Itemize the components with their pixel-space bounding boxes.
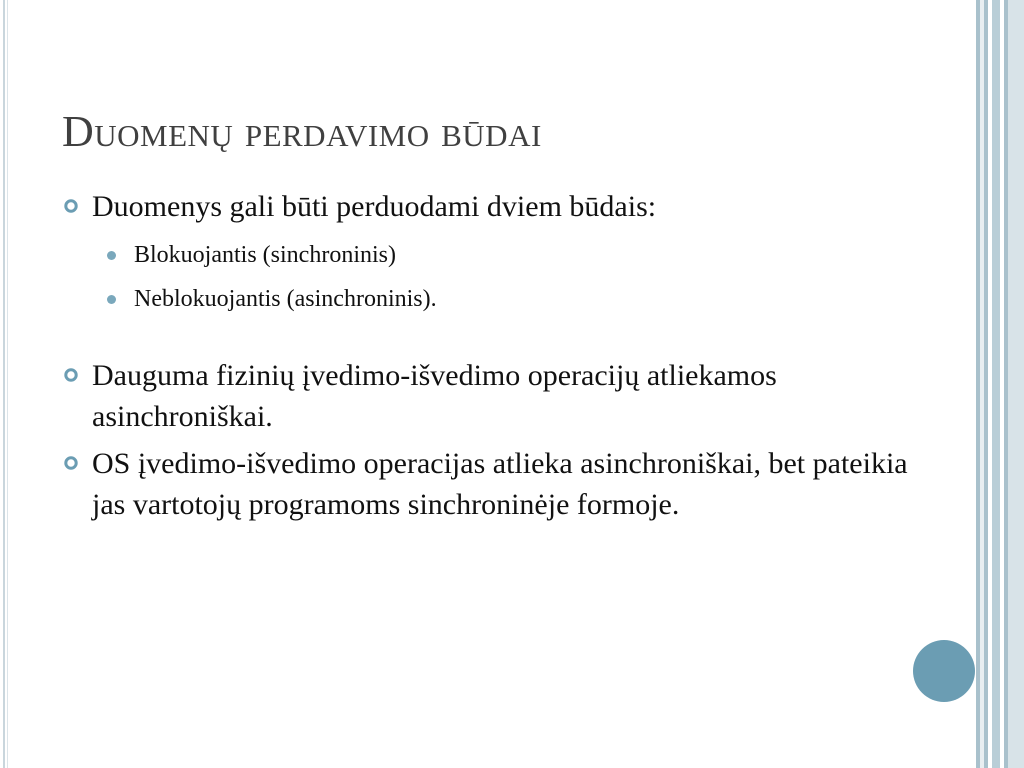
sub-bullet-item — [62, 277, 942, 321]
bullet-text: Duomenys gali būti perduodami dviem būdais: — [92, 190, 657, 223]
sub-bullet-item — [62, 233, 942, 277]
spacer — [62, 321, 942, 355]
dot-bullet-icon — [107, 251, 116, 260]
ring-bullet-icon — [63, 455, 79, 471]
left-frame-line — [3, 0, 5, 768]
sub-bullet-list — [62, 233, 942, 321]
sub-bullet-text: Blokuojantis (sinchroninis) — [134, 242, 396, 268]
ring-bullet-icon — [63, 198, 79, 214]
dot-bullet-icon — [107, 295, 116, 304]
slide-content — [62, 186, 942, 525]
bullet-text: OS įvedimo-išvedimo operacijas atlieka asinchroniškai, bet pateikia jas vartotojų programoms sinchroninėje formoje. — [92, 447, 908, 521]
bullet-item — [62, 355, 942, 437]
left-frame-line-inner — [7, 0, 8, 768]
slide-title: Duomenų perdavimo būdai — [62, 107, 542, 156]
sub-bullet-text: Neblokuojantis (asinchroninis). — [134, 286, 437, 312]
bullet-text: Dauguma fizinių įvedimo-išvedimo operacijų atliekamos asinchroniškai. — [92, 359, 777, 433]
ring-bullet-icon — [63, 367, 79, 383]
right-stripe-5 — [992, 0, 1000, 768]
bullet-item — [62, 186, 942, 227]
right-stripe-8 — [1008, 0, 1024, 768]
bullet-item — [62, 443, 942, 525]
circle-decoration — [913, 640, 975, 702]
